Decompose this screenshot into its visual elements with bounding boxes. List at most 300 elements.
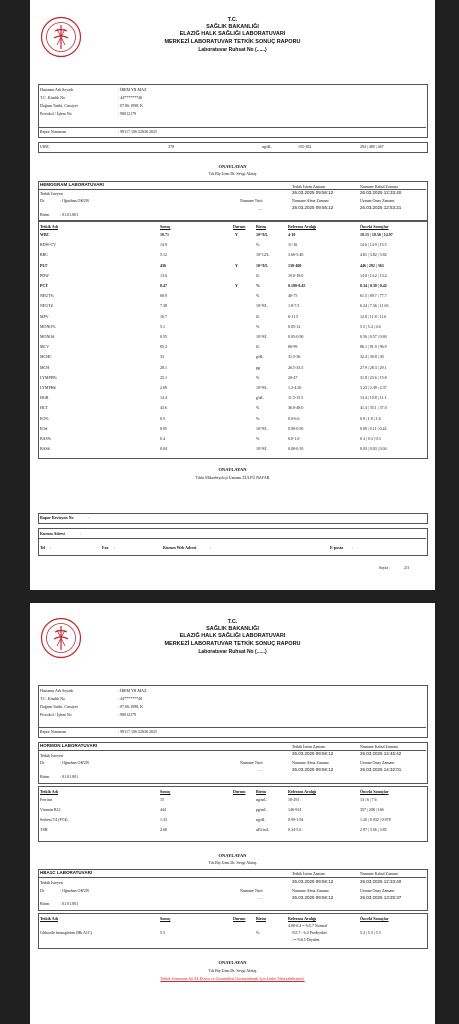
cell-unit: %: [256, 242, 260, 248]
approver-name: Tıb.Biy.Uzm.Dr. Sevgi Alataş: [208, 171, 257, 176]
approver-label: ONAYLAYAN: [218, 164, 247, 169]
approve-label: Uzman Onay Zamanı: [360, 198, 395, 203]
cell-previous-results: 0.34 | 0.38 | 0.42: [360, 283, 387, 288]
dr-label: Dr: [40, 198, 45, 203]
cell-reference-range: 0.0-1.0: [288, 436, 300, 441]
sample-type-label: Numune Türü: [240, 760, 263, 765]
cell-reference-range: 146-914: [288, 807, 302, 812]
take-label: Numune Alma Zamanı: [292, 888, 329, 893]
take-time: 26.03.2025 09:56:12: [292, 895, 334, 900]
cell-result: 15: [160, 797, 164, 802]
table-row: [30, 796, 435, 803]
cell-unit: 10^9/L: [256, 425, 268, 431]
take-label: Numune Alma Zamanı: [292, 198, 329, 203]
sample-type-label: Numune Türü: [240, 888, 263, 893]
hba1c-result: 5.3: [160, 930, 165, 935]
cell-unit: %: [256, 436, 260, 441]
table-row: [30, 313, 435, 320]
table-row: [30, 353, 435, 360]
cell-test-name: MCH: [40, 364, 50, 370]
doctor-name: : Oğuzhan OKUR: [60, 888, 89, 893]
hba1c-prev: 5.2 | 5.3 | 5.3: [360, 930, 381, 935]
cell-test-name: Vitamin B12: [40, 807, 61, 812]
cell-test-name: PDW: [40, 272, 49, 278]
col-status: Durum: [233, 916, 246, 921]
approver-name-4: Tıb.Biy.Uzm.Dr. Sevgi Alataş: [208, 968, 257, 973]
cell-reference-range: 0.34-5.6: [288, 827, 302, 832]
approve-time: 26.03.2025 13:25:37: [360, 895, 402, 900]
birth-label: Doğum Tarihi, Cinsiyet: [40, 103, 78, 108]
table-row: [30, 323, 435, 330]
take-time: 26.03.2025 09:56:12: [292, 767, 334, 772]
cell-test-name: WBC: [40, 232, 50, 237]
tc-value: : 44*******40: [118, 95, 143, 100]
cell-previous-results: 86.1 | 91.9 | 96.9: [360, 344, 387, 350]
cell-result: 5.12: [160, 252, 167, 258]
cell-previous-results: 3.23 | 2.49 | 2.37: [360, 385, 387, 390]
cell-test-name: Serbest T4 (FT4): [40, 817, 68, 822]
col-unit: Birim: [256, 789, 266, 794]
fax-label: Fax: [102, 545, 109, 550]
cell-test-name: BAS#: [40, 446, 50, 452]
hormone-table: [38, 786, 428, 842]
cell-unit: pg: [256, 364, 260, 370]
cell-result: 14.9: [160, 242, 167, 248]
cell-test-name: MCHC: [40, 354, 52, 360]
cell-unit: uIU/mL: [256, 827, 269, 832]
table-row: [30, 282, 435, 289]
requester-label: Tetkik İsteyen: [40, 753, 63, 758]
header-license: Laboratuvar Ruhsat No (......): [198, 649, 267, 655]
table-row: [30, 816, 435, 823]
institution-box: [38, 528, 428, 556]
cell-unit: %: [256, 405, 260, 411]
col-ref: Referans Aralığı: [288, 789, 317, 794]
cell-test-name: MCV: [40, 344, 50, 350]
cell-unit: %: [256, 415, 260, 421]
cell-reference-range: 1.8-7.5: [288, 303, 300, 309]
approver-name-3: Tıb.Biy.Uzm.Dr. Sevgi Alataş: [208, 860, 257, 865]
dr-label: Dr: [40, 888, 45, 893]
table-row: [30, 251, 435, 258]
hba1c-name: Glikozile hemoglobin (Hb A1C): [40, 930, 92, 935]
cell-test-name: PCT: [40, 283, 48, 288]
cell-previous-results: 4.81 | 3.82 | 3.82: [360, 252, 387, 258]
header-tc: T.C.: [227, 17, 238, 23]
patient-name: : İREM YILMAZ: [118, 688, 147, 693]
cell-test-name: Ferritin: [40, 797, 52, 802]
table-row: [30, 364, 435, 371]
cell-previous-results: 32.4 | 30.8 | 30: [360, 354, 384, 360]
cell-unit: 10^12/L: [256, 252, 270, 258]
cell-previous-results: 14.6 | 14.9 | 15.5: [360, 242, 387, 248]
divider: [38, 727, 426, 728]
divider: [38, 127, 426, 128]
cell-test-name: EO#: [40, 425, 48, 431]
protocol-value: : 98012179: [118, 712, 137, 717]
cell-test-name: MPV: [40, 313, 49, 319]
cell-unit: ng/dL: [256, 817, 266, 822]
col-test-name: Tetkik Adı: [40, 224, 58, 229]
cell-reference-range: 0.100-0.45: [288, 283, 306, 288]
cell-reference-range: 0.05-12: [288, 323, 301, 329]
cell-result: 7.38: [160, 303, 167, 309]
cell-result: 85.2: [160, 344, 167, 350]
cell-previous-results: 10.15 | 10.56 | 14.97: [360, 232, 393, 237]
cell-result: 33: [160, 354, 164, 360]
cell-reference-range: 11-16: [288, 242, 298, 248]
table-row: [30, 231, 435, 238]
report-page-2: [30, 603, 435, 1024]
cell-reference-range: 40-75: [288, 293, 298, 299]
table-row: [30, 826, 435, 833]
cell-unit: 10^9/L: [256, 385, 268, 390]
cell-test-name: RBC: [40, 252, 49, 258]
table-row: [30, 435, 435, 442]
sample-type-value: .....: [258, 767, 263, 772]
table-row: [30, 415, 435, 422]
take-label: Numune Alma Zamanı: [292, 760, 329, 765]
cell-previous-results: 61.5 | 69.7 | 77.7: [360, 293, 387, 299]
col-result: Sonuç: [160, 916, 171, 921]
email-label: E-posta: [330, 545, 344, 550]
report-no-label: Rapor Numarası: [40, 129, 67, 134]
cell-result: 2.69: [160, 385, 167, 390]
cell-previous-results: 0.56 | 0.57 | 0.69: [360, 334, 387, 339]
unit-label: Birim: [40, 901, 50, 906]
col-unit: Birim: [256, 224, 266, 229]
table-row: [30, 343, 435, 350]
cell-reference-range: 0.00-0.50: [288, 425, 304, 431]
cell-previous-results: 0.09 | 0.11 | 0.24: [360, 425, 387, 431]
cell-unit: pg/mL: [256, 807, 267, 812]
cell-unit: %: [256, 283, 260, 288]
patient-name-label: Hastanın Adı Soyadı: [40, 688, 74, 693]
cell-test-name: BAS%: [40, 436, 52, 441]
col-status: Durum: [233, 789, 246, 794]
req-time: 26.03.2025 09:56:12: [292, 751, 334, 756]
table-row: [30, 374, 435, 381]
accept-label: Numune Kabul Zamanı: [360, 871, 398, 876]
patient-info-box: [38, 84, 428, 138]
col-result: Sonuç: [160, 224, 171, 229]
cell-test-name: RDW-CV: [40, 242, 56, 248]
cell-result: 68.9: [160, 293, 167, 299]
uibc-unit: ug/dL: [262, 144, 272, 149]
divider: [38, 538, 426, 539]
cell-result: 10.7: [160, 313, 167, 319]
col-status: Durum: [233, 224, 246, 229]
header-lab: ELAZIĞ HALK SAĞLIĞI LABORATUVARI: [179, 31, 286, 37]
unit-label: Birim: [40, 212, 50, 217]
cell-previous-results: 0.03 | 0.03 | 0.04: [360, 446, 387, 452]
cell-reference-range: 4-10: [288, 232, 296, 237]
sample-type-value: .....: [258, 206, 263, 211]
cell-reference-range: 0.05-0.90: [288, 334, 304, 339]
cell-previous-results: 1.20 | 0.932 | 0.978: [360, 817, 391, 822]
doctor-name: : Oğuzhan OKUR: [60, 760, 89, 765]
protocol-label: Protokol / İşlem No: [40, 111, 72, 116]
approver-name-2: Tıbbi Mikrobiyoloji Uzmanı ZÜLFÜ BAYAR: [195, 475, 270, 480]
report-page-1: [30, 0, 435, 590]
approve-label: Uzman Onay Zamanı: [360, 888, 395, 893]
cell-reference-range: 6-11.5: [288, 313, 299, 319]
cell-test-name: MONO%: [40, 323, 56, 329]
cell-previous-results: 13.4 | 10.8 | 11.1: [360, 395, 387, 401]
cell-result: 2.68: [160, 827, 167, 832]
doctor-name: : Oğuzhan OKUR: [60, 198, 89, 203]
cell-unit: g/dL: [256, 354, 264, 360]
col-ref: Referans Aralığı: [288, 916, 317, 921]
address-value: :: [80, 531, 82, 536]
cell-status: Y: [235, 262, 238, 268]
revision-label: Rapor Revizyon No: [40, 515, 74, 520]
cell-previous-results: 0.9 | 1.0 | 1.6: [360, 415, 381, 421]
cell-result: 0.55: [160, 334, 167, 339]
req-time-label: Tetkik İstem Zamanı: [292, 871, 326, 876]
approver-label-2: ONAYLAYAN: [218, 467, 247, 472]
table-row: [30, 333, 435, 340]
cell-previous-results: 31.8 | 23.6 | 15.8: [360, 374, 387, 380]
cell-result: 28.1: [160, 364, 167, 370]
take-time: 26.03.2025 09:56:12: [292, 205, 334, 210]
attachments-link[interactable]: Tetkik Sonucuna Ait Ek Dosya ve Görüntüleri Görüntülemek İçin Linke Tıklayabilirsiniz!: [160, 976, 305, 981]
accept-time: 26.03.2025 12:45:42: [360, 751, 402, 756]
cell-previous-results: 446 | 292 | 363: [360, 262, 384, 268]
table-row: [30, 404, 435, 411]
report-no-value: : 98117.106.52630.2025: [118, 729, 157, 734]
cell-unit: fL: [256, 344, 260, 350]
cell-test-name: PLT: [40, 262, 48, 268]
hba1c-ref-normal: 4.00-6.4 = %5.7 Normal: [288, 923, 328, 928]
approver-label-3: ONAYLAYAN: [218, 853, 247, 858]
approver-label-4: ONAYLAYAN: [218, 960, 247, 965]
cell-reference-range: 130-400: [288, 262, 302, 268]
cell-previous-results: 41.4 | 35.1 | 37.0: [360, 405, 387, 411]
cell-unit: fL: [256, 313, 260, 319]
hba1c-ref-diabetes: >= %6.5 Diyabet: [292, 937, 320, 942]
table-row: [30, 262, 435, 269]
req-time-label: Tetkik İstem Zamanı: [292, 744, 326, 749]
col-prev: Önceki Sonuçlar: [360, 789, 389, 794]
birth-label: Doğum Tarihi, Cinsiyet: [40, 704, 78, 709]
cell-unit: 10^9/L: [256, 262, 269, 268]
col-prev: Önceki Sonuçlar: [360, 916, 389, 921]
cell-result: 0.04: [160, 446, 167, 452]
uibc-result: 378: [168, 144, 174, 149]
accept-time: 26.03.2025 12:33:40: [360, 190, 402, 195]
cell-result: 1.33: [160, 817, 167, 822]
protocol-label: Protokol / İşlem No: [40, 712, 72, 717]
table-row: [30, 806, 435, 813]
uibc-name: UIBC: [40, 144, 50, 149]
cell-result: 0.47: [160, 283, 167, 288]
cell-reference-range: 0.99-1.94: [288, 817, 304, 822]
table-row: [30, 272, 435, 279]
cell-unit: 10^9/L: [256, 303, 268, 309]
header-ministry: SAĞLIK BAKANLIĞI: [206, 626, 259, 632]
cell-result: 444: [160, 807, 166, 812]
cell-result: 5.1: [160, 323, 165, 329]
uibc-ref: 155-392: [298, 144, 312, 149]
cell-test-name: LYMPH%: [40, 374, 57, 380]
table-row: [30, 384, 435, 391]
email-value: :: [352, 545, 354, 550]
page-label: Sayfa :: [379, 565, 391, 570]
tc-label: T.C. Kimlik No: [40, 696, 66, 701]
cell-result: 0.05: [160, 425, 167, 431]
cell-test-name: HGB: [40, 395, 49, 401]
cell-previous-results: 6.24 | 7.36 | 11.63: [360, 303, 389, 309]
col-test-name: Tetkik Adı: [40, 916, 58, 921]
header-ministry: SAĞLIK BAKANLIĞI: [206, 24, 259, 30]
cell-test-name: NEUT%: [40, 293, 54, 299]
birth-value: : 07.06.1998, K: [118, 103, 143, 108]
unit-label: Birim: [40, 774, 50, 779]
accept-time: 26.03.2025 12:33:40: [360, 879, 402, 884]
table-row: [30, 425, 435, 432]
header-report: MERKEZİ LABORATUVAR TETKİK SONUÇ RAPORU: [164, 39, 301, 45]
table-row: [30, 292, 435, 299]
approve-time: 26.03.2025 14:32:01: [360, 767, 402, 772]
protocol-value: : 98012179: [118, 111, 137, 116]
cell-unit: %: [256, 293, 260, 299]
table-row: [30, 445, 435, 452]
tc-label: T.C. Kimlik No: [40, 95, 66, 100]
cell-unit: %: [256, 374, 260, 380]
cell-unit: ng/mL: [256, 797, 267, 802]
header-report: MERKEZİ LABORATUVAR TETKİK SONUÇ RAPORU: [164, 641, 301, 647]
tel-label: Tel: [40, 545, 46, 550]
cell-reference-range: 11.5-15.5: [288, 395, 304, 401]
cell-reference-range: 10-291: [288, 797, 300, 802]
cell-result: 10.71: [160, 232, 169, 237]
req-time: 26.03.2025 09:56:12: [292, 190, 334, 195]
patient-name-label: Hastanın Adı Soyadı: [40, 87, 74, 92]
unit-value: : 01.01.001: [60, 774, 79, 779]
cell-result: 25.1: [160, 374, 167, 380]
cell-test-name: NEUT#: [40, 303, 53, 309]
cell-reference-range: 3.60-5.40: [288, 252, 304, 258]
divider: [38, 877, 426, 878]
cell-reference-range: 20-47: [288, 374, 298, 380]
table-row: [30, 302, 435, 309]
sample-type-label: Numune Türü: [240, 198, 263, 203]
address-label: Kurum Adresi: [40, 531, 65, 536]
cell-previous-results: 27.9 | 28.3 | 29.1: [360, 364, 387, 370]
tel-value: :: [50, 545, 52, 550]
cell-reference-range: 31.5-36: [288, 354, 301, 360]
unit-value: : 01.01.001: [60, 901, 79, 906]
req-time: 26.03.2025 09:56:12: [292, 879, 334, 884]
cell-test-name: TSH: [40, 827, 48, 832]
req-time-label: Tetkik İstem Zamanı: [292, 184, 326, 189]
birth-value: : 07.06.1998, K: [118, 704, 143, 709]
cell-previous-results: 14.8 | 14.2 | 13.4: [360, 272, 387, 278]
web-value: :: [210, 545, 212, 550]
uibc-prev: 294 | 489 | 467: [360, 144, 384, 149]
tc-value: : 44*******40: [118, 696, 143, 701]
report-no-value: : 98117.106.52630.2025: [118, 129, 157, 134]
revision-box: [38, 513, 428, 524]
hba1c-title: HBA1C LABORATUVARI: [40, 870, 93, 875]
cell-unit: %: [256, 323, 260, 329]
cell-unit: 10^9/L: [256, 334, 268, 339]
cell-previous-results: 357 | 208 | 166: [360, 807, 384, 812]
cell-reference-range: 26.5-33.5: [288, 364, 304, 370]
cell-result: 436: [160, 262, 166, 268]
cell-previous-results: 0.3 | 0.3 | 0.3: [360, 436, 381, 441]
cell-result: 14.4: [160, 395, 167, 401]
cell-result: 0.5: [160, 415, 165, 421]
approve-label: Uzman Onay Zamanı: [360, 760, 395, 765]
header-license: Laboratuvar Ruhsat No (......): [198, 47, 267, 53]
cell-reference-range: 1.2-4.50: [288, 385, 302, 390]
accept-label: Numune Kabul Zamanı: [360, 184, 398, 189]
header-lab: ELAZIĞ HALK SAĞLIĞI LABORATUVARI: [179, 633, 286, 639]
cell-previous-results: 13 | 6 | 7.6: [360, 797, 377, 802]
cell-result: 43.6: [160, 405, 167, 411]
table-row: [30, 394, 435, 401]
col-unit: Birim: [256, 916, 266, 921]
unit-value: : 01.01.001: [60, 212, 79, 217]
cell-test-name: EO%: [40, 415, 49, 421]
cell-unit: 10^9/L: [256, 446, 268, 452]
cell-status: Y: [235, 232, 238, 237]
patient-info-box: [38, 685, 428, 738]
col-test-name: Tetkik Adı: [40, 789, 58, 794]
hba1c-ref-prediabetes: %5.7 - 6.4 Prediyabet: [292, 930, 327, 935]
cell-reference-range: 10.0-18.0: [288, 272, 304, 278]
revision-value: :: [88, 515, 90, 520]
dr-label: Dr: [40, 760, 45, 765]
cell-reference-range: 0.00-0.10: [288, 446, 304, 452]
table-row: [30, 241, 435, 248]
fax-value: :: [114, 545, 116, 550]
cell-unit: fL: [256, 272, 260, 278]
cell-previous-results: 12.0 | 11.8 | 11.6: [360, 313, 387, 319]
accept-label: Numune Kabul Zamanı: [360, 744, 398, 749]
hormone-title: HORMON LABORATUVARI: [40, 743, 98, 748]
cell-previous-results: 2.97 | 3.56 | 3.85: [360, 827, 387, 832]
report-no-label: Rapor Numarası: [40, 729, 67, 734]
col-prev: Önceki Sonuçlar: [360, 224, 389, 229]
cell-result: 0.4: [160, 436, 165, 441]
hemogram-title: HEMOGRAM LABORATUVARI: [40, 182, 104, 187]
header-tc: T.C.: [227, 619, 238, 625]
col-result: Sonuç: [160, 789, 171, 794]
requester-label: Tetkik İsteyen: [40, 191, 63, 196]
web-label: Kurum Web Adresi: [163, 545, 197, 550]
requester-label: Tetkik İsteyen: [40, 880, 63, 885]
cell-status: Y: [235, 283, 238, 288]
approve-time: 26.03.2025 12:53:21: [360, 205, 402, 210]
cell-test-name: HCT: [40, 405, 48, 411]
cell-test-name: LYMPH#: [40, 385, 56, 390]
cell-unit: 10^9/L: [256, 232, 269, 237]
col-ref: Referans Aralığı: [288, 224, 317, 229]
cell-reference-range: 0.0-6.0: [288, 415, 300, 421]
hba1c-unit: %: [256, 930, 260, 935]
patient-name: : İREM YILMAZ: [118, 87, 147, 92]
cell-unit: g/dL: [256, 395, 264, 401]
cell-reference-range: 36.0-48.0: [288, 405, 304, 411]
cell-test-name: MONO#: [40, 334, 55, 339]
page-number: 2/3: [404, 565, 410, 570]
cell-reference-range: 80-99: [288, 344, 298, 350]
sample-type-value: .....: [258, 895, 263, 900]
cell-result: 13.6: [160, 272, 167, 278]
